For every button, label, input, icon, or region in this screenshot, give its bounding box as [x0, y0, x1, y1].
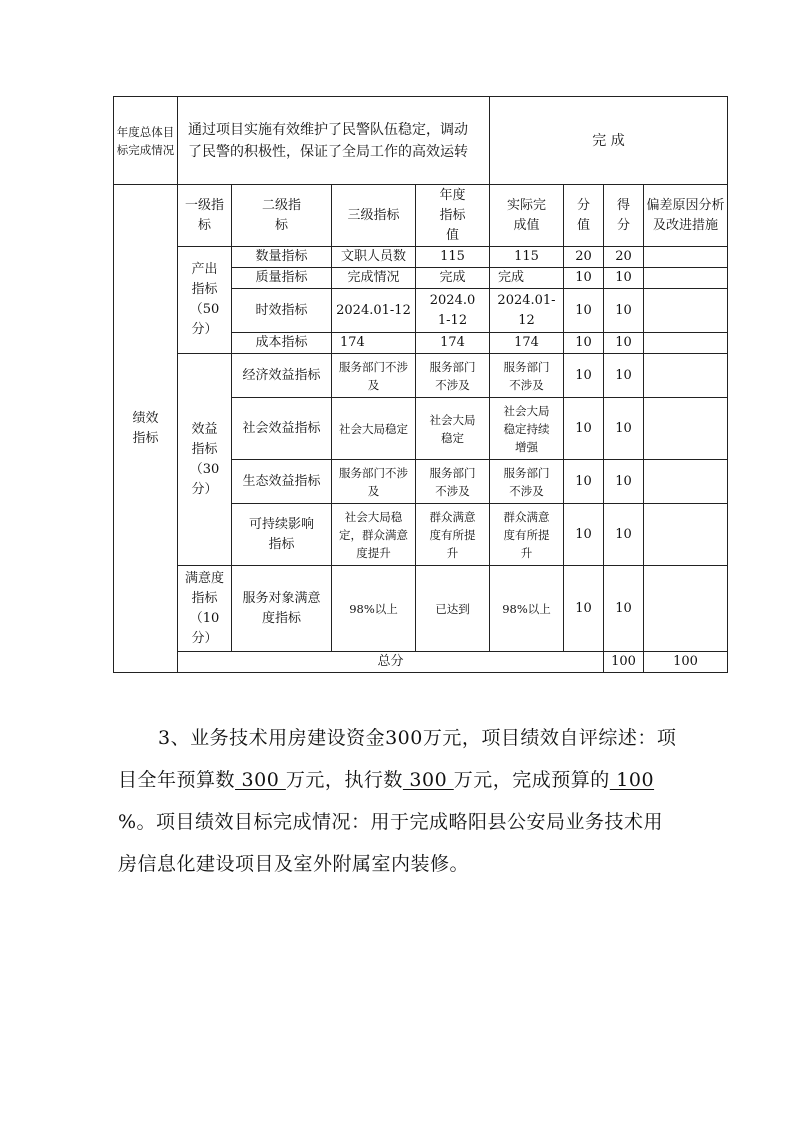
table-row	[114, 566, 728, 652]
total-row	[114, 652, 728, 673]
header-level2: 二级指标	[232, 185, 332, 247]
cell-dev	[644, 333, 728, 354]
cell-got: 20	[604, 247, 644, 268]
performance-table	[113, 96, 728, 673]
header-level3: 三级指标	[332, 185, 416, 247]
perf-label-text: 绩效指标	[132, 410, 159, 446]
cell-target: 174	[416, 333, 490, 354]
total-score: 100	[604, 652, 644, 673]
group-output	[178, 247, 232, 354]
cell-l2: 可持续影响指标	[232, 504, 332, 566]
summary-description: 通过项目实施有效维护了民警队伍稳定，调动了民警的积极性，保证了全局工作的高效运转	[178, 97, 490, 185]
cell-score: 10	[564, 398, 604, 460]
total-label: 总分	[178, 652, 604, 673]
cell-l3: 社会大局稳定	[332, 398, 416, 460]
paragraph-part3: 万元，完成预算的	[453, 769, 610, 791]
cell-got: 10	[604, 398, 644, 460]
cell-score: 10	[564, 504, 604, 566]
cell-l2: 服务对象满意度指标	[232, 566, 332, 652]
cell-got: 10	[604, 460, 644, 504]
cell-l3: 2024.01-12	[332, 289, 416, 333]
executed-value: 300	[402, 769, 454, 791]
cell-target: 服务部门不涉及	[416, 354, 490, 398]
cell-actual: 社会大局稳定持续增强	[490, 398, 564, 460]
cell-l2: 质量指标	[232, 268, 332, 289]
cell-score: 10	[564, 566, 604, 652]
summary-row	[114, 97, 728, 185]
cell-l3: 社会大局稳定，群众满意度提升	[332, 504, 416, 566]
group-output-text: 产出指标（50分）	[189, 262, 220, 337]
cell-got: 10	[604, 333, 644, 354]
cell-score: 10	[564, 289, 604, 333]
header-level1: 一级指标	[178, 185, 232, 247]
paragraph-part4: %。项目绩效目标完成情况：用于完成略阳县公安局业务技术用房信息化建设项目及室外附属室内装修。	[118, 811, 664, 875]
cell-dev	[644, 566, 728, 652]
cell-target: 完成	[416, 268, 490, 289]
cell-score: 10	[564, 354, 604, 398]
summary-label: 年度总体目标完成情况	[114, 97, 178, 185]
cell-actual: 98%以上	[490, 566, 564, 652]
cell-l2: 生态效益指标	[232, 460, 332, 504]
cell-l2: 经济效益指标	[232, 354, 332, 398]
cell-l3: 服务部门不涉及	[332, 460, 416, 504]
cell-got: 10	[604, 354, 644, 398]
cell-l3: 98%以上	[332, 566, 416, 652]
cell-actual: 服务部门不涉及	[490, 354, 564, 398]
cell-target: 2024.01-12	[416, 289, 490, 333]
paragraph-part1: 3、业务技术用房建设资金300万元，项目绩效自评综述：项目全年预算数	[118, 727, 677, 791]
total-got: 100	[644, 652, 728, 673]
header-got: 得分	[604, 185, 644, 247]
cell-dev	[644, 460, 728, 504]
cell-actual: 115	[490, 247, 564, 268]
cell-score: 10	[564, 268, 604, 289]
cell-actual: 服务部门不涉及	[490, 460, 564, 504]
cell-got: 10	[604, 504, 644, 566]
table-row	[114, 247, 728, 268]
cell-l3: 服务部门不涉及	[332, 354, 416, 398]
cell-target: 社会大局稳定	[416, 398, 490, 460]
cell-got: 10	[604, 289, 644, 333]
cell-target: 115	[416, 247, 490, 268]
project-paragraph	[118, 717, 678, 885]
cell-dev	[644, 504, 728, 566]
table-row	[114, 354, 728, 398]
group-benefit-text: 效益指标（30分）	[189, 421, 220, 497]
cell-actual: 174	[490, 333, 564, 354]
group-satisfaction-text: 满意度指标（10分）	[184, 570, 224, 646]
cell-l3: 完成情况	[332, 268, 416, 289]
budget-value: 300	[235, 769, 286, 791]
cell-l3: 174	[332, 333, 416, 354]
cell-l2: 社会效益指标	[232, 398, 332, 460]
cell-dev	[644, 289, 728, 333]
cell-score: 10	[564, 460, 604, 504]
paragraph-part2: 万元，执行数	[285, 769, 403, 791]
cell-l3: 文职人员数	[332, 247, 416, 268]
cell-target: 已达到	[416, 566, 490, 652]
cell-dev	[644, 398, 728, 460]
summary-status: 完 成	[490, 97, 728, 185]
cell-actual: 群众满意度有所提升	[490, 504, 564, 566]
perf-label	[114, 185, 178, 673]
cell-got: 10	[604, 566, 644, 652]
header-actual: 实际完成值	[490, 185, 564, 247]
cell-target: 群众满意度有所提升	[416, 504, 490, 566]
group-satisfaction	[178, 566, 232, 652]
percent-value: 100	[609, 769, 655, 791]
cell-l2: 成本指标	[232, 333, 332, 354]
cell-dev	[644, 354, 728, 398]
cell-dev	[644, 268, 728, 289]
header-score: 分值	[564, 185, 604, 247]
cell-l2: 时效指标	[232, 289, 332, 333]
cell-actual: 2024.01-12	[490, 289, 564, 333]
cell-dev	[644, 247, 728, 268]
cell-score: 10	[564, 333, 604, 354]
cell-score: 20	[564, 247, 604, 268]
cell-target: 服务部门不涉及	[416, 460, 490, 504]
cell-got: 10	[604, 268, 644, 289]
cell-l2: 数量指标	[232, 247, 332, 268]
header-row	[114, 185, 728, 247]
cell-actual: 完成	[490, 268, 564, 289]
header-annual-target: 年度指标值	[416, 185, 490, 247]
group-benefit	[178, 354, 232, 566]
header-deviation: 偏差原因分析及改进措施	[644, 185, 728, 247]
